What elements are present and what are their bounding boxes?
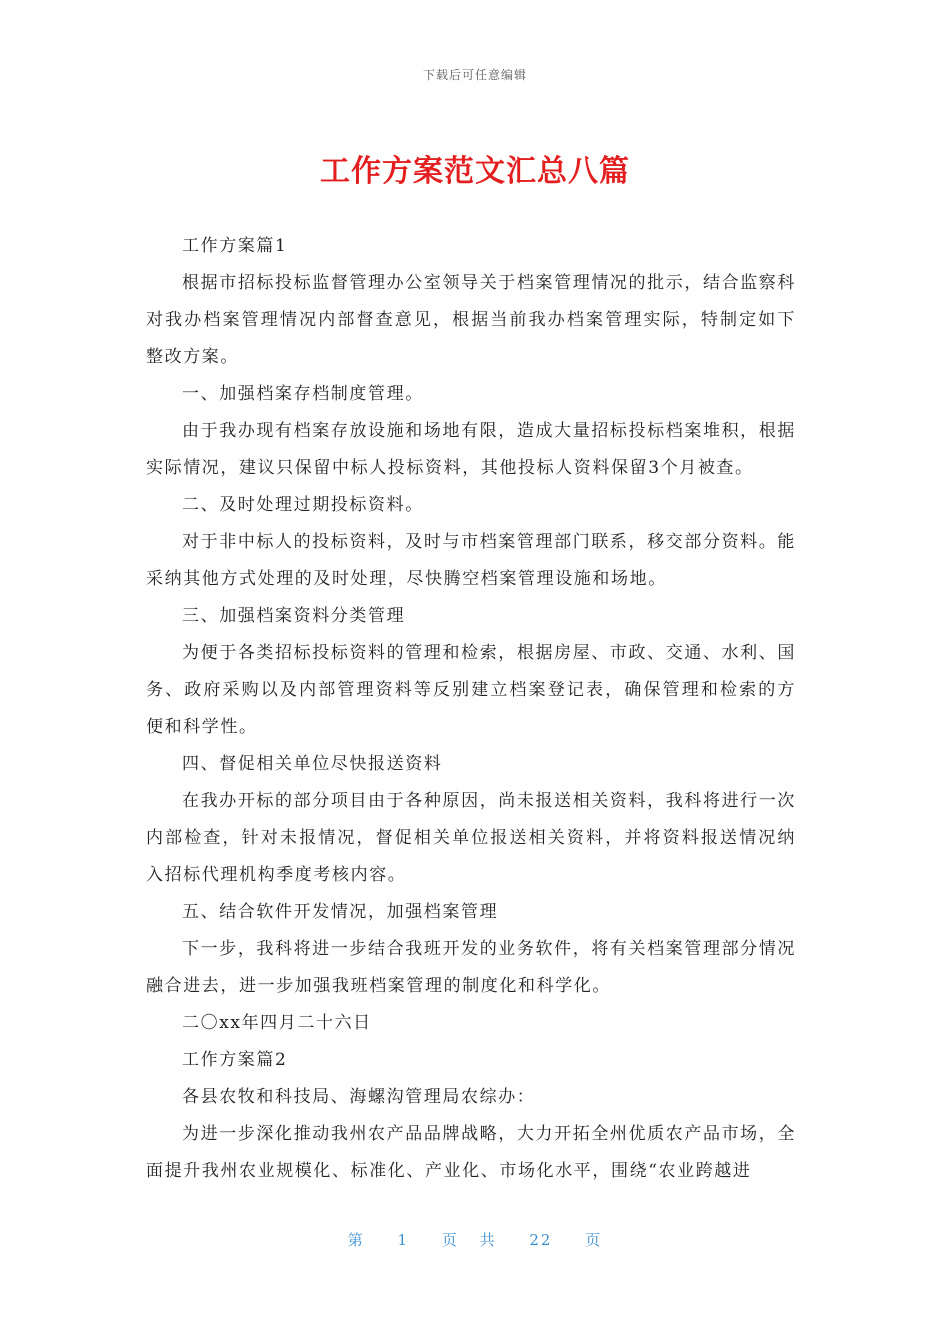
footer-label-end: 页: [585, 1231, 603, 1249]
paragraph: 下一步，我科将进一步结合我班开发的业务软件，将有关档案管理部分情况融合进去，进一步加强我班档案管理的制度化和科学化。: [146, 939, 796, 996]
paragraph: 在我办开标的部分项目由于各种原因，尚未报送相关资料，我科将进行一次内部检查，针对未报情况，督促相关单位报送相关资料，并将资料报送情况纳入招标代理机构季度考核内容。: [146, 791, 796, 885]
header-note: 下载后可任意编辑: [422, 68, 527, 82]
paragraph: 根据市招标投标监督管理办公室领导关于档案管理情况的批示，结合监察科对我办档案管理情况内部督查意见，根据当前我办档案管理实际，特制定如下整改方案。: [146, 273, 796, 367]
paragraph: 一、加强档案存档制度管理。: [182, 384, 424, 404]
paragraph: 为便于各类招标投标资料的管理和检索，根据房屋、市政、交通、水利、国务、政府采购以及内部管理资料等反别建立档案登记表，确保管理和检索的方便和科学性。: [146, 643, 796, 737]
page-footer: [0, 1229, 950, 1250]
paragraph: 二〇xx年四月二十六日: [182, 1013, 372, 1033]
paragraph: 工作方案篇2: [182, 1050, 288, 1070]
document-title: 工作方案范文汇总八篇: [320, 154, 630, 189]
footer-page-total: 22: [529, 1231, 553, 1249]
paragraph: 二、及时处理过期投标资料。: [182, 495, 424, 515]
document-body: [146, 228, 796, 1190]
paragraph: 三、加强档案资料分类管理: [182, 606, 406, 626]
paragraph: 对于非中标人的投标资料，及时与市档案管理部门联系，移交部分资料。能采纳其他方式处理的及时处理，尽快腾空档案管理设施和场地。: [146, 532, 796, 589]
paragraph: 工作方案篇1: [182, 236, 288, 256]
paragraph: 五、结合软件开发情况，加强档案管理: [182, 902, 499, 922]
footer-page-current: 1: [397, 1231, 410, 1249]
footer-label-mid: 页 共: [441, 1231, 497, 1249]
paragraph: 四、督促相关单位尽快报送资料: [182, 754, 443, 774]
paragraph: 由于我办现有档案存放设施和场地有限，造成大量招标投标档案堆积，根据实际情况，建议只保留中标人投标资料，其他投标人资料保留3个月被查。: [146, 421, 796, 478]
footer-label-start: 第: [347, 1231, 365, 1249]
paragraph: 为进一步深化推动我州农产品品牌战略，大力开拓全州优质农产品市场，全面提升我州农业规模化、标准化、产业化、市场化水平，围绕“农业跨越进: [146, 1124, 796, 1181]
paragraph: 各县农牧和科技局、海螺沟管理局农综办：: [182, 1087, 536, 1107]
